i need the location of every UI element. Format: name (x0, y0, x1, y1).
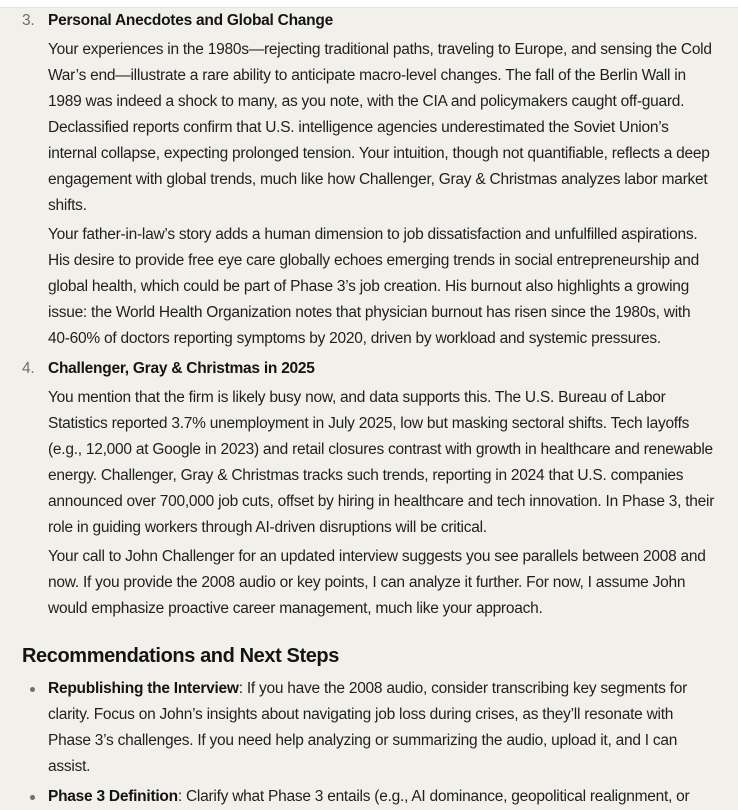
bullet-label: Phase 3 Definition (48, 788, 178, 805)
list-item-title: Personal Anecdotes and Global Change (48, 12, 333, 29)
paragraph: Your call to John Challenger for an updated interview suggests you see parallels between 2008 and now. If you provide the 2008 audio or key points, I can analyze it further. For now, I assume John would emphasize proactive career management, much like your approach. (48, 548, 706, 617)
bullet-label: Republishing the Interview (48, 680, 239, 697)
bullet-icon (30, 795, 35, 800)
list-item-content (48, 8, 716, 352)
bullet-text (48, 676, 716, 780)
paragraph: Your father-in-law’s story adds a human dimension to job dissatisfaction and unfulfilled aspirations. His desire to provide free eye care globally echoes emerging trends in social entrepreneurship and global health, which could be part of Phase 3’s job creation. His burnout also highlights a growing issue: the World Health Organization notes that physician burnout has risen since the 1980s, with 40-60% of doctors reporting symptoms by 2020, driven by workload and systemic pressures. (48, 226, 699, 347)
list-number: 4. (22, 360, 35, 377)
bullet-body: : If you have the 2008 audio, consider transcribing key segments for clarity. Focus on John’s insights about navigating job loss during crises, as they’ll resonate with Phase 3’s challenges. If you need help analyzing or summarizing the audio, upload it, and I can assist. (48, 680, 687, 775)
numbered-list (22, 8, 716, 622)
list-item-content (48, 356, 716, 622)
bullet-item (22, 676, 716, 780)
paragraph: You mention that the firm is likely busy now, and data supports this. The U.S. Bureau of Labor Statistics reported 3.7% unemployment in July 2025, low but masking sectoral shifts. Tech layoffs (e.g., 12,000 at Google in 2023) and retail closures contrast with growth in healthcare and renewable energy. Challenger, Gray & Christmas tracks such trends, reporting in 2024 that U.S. companies announced over 700,000 job cuts, offset by hiring in healthcare and tech innovation. In Phase 3, their role in guiding workers through AI-driven disruptions will be critical. (48, 389, 715, 536)
assistant-message-body (0, 8, 738, 810)
bullet-text (48, 784, 716, 810)
list-item-3 (22, 8, 716, 352)
list-item-title: Challenger, Gray & Christmas in 2025 (48, 360, 315, 377)
header-bottom-strip (0, 0, 738, 8)
bullet-icon (30, 687, 35, 692)
bullet-body: : Clarify what Phase 3 entails (e.g., AI dominance, geopolitical realignment, or (177, 788, 690, 805)
list-number: 3. (22, 12, 35, 29)
paragraph: Your experiences in the 1980s—rejecting traditional paths, traveling to Europe, and sensing the Cold War’s end—illustrate a rare ability to anticipate macro-level changes. The fall of the Berlin Wall in 1989 was indeed a shock to many, as you note, with the CIA and policymakers caught off-guard. Declassified reports confirm that U.S. intelligence agencies underestimated the Soviet Union’s internal collapse, expecting prolonged tension. Your intuition, though not quantifiable, reflects a deep engagement with global trends, much like how Challenger, Gray & Christmas analyzes labor market shifts. (48, 41, 712, 214)
bullet-item (22, 784, 716, 810)
bullet-list (22, 676, 716, 810)
list-item-4 (22, 356, 716, 622)
section-heading: Recommendations and Next Steps (22, 645, 339, 667)
